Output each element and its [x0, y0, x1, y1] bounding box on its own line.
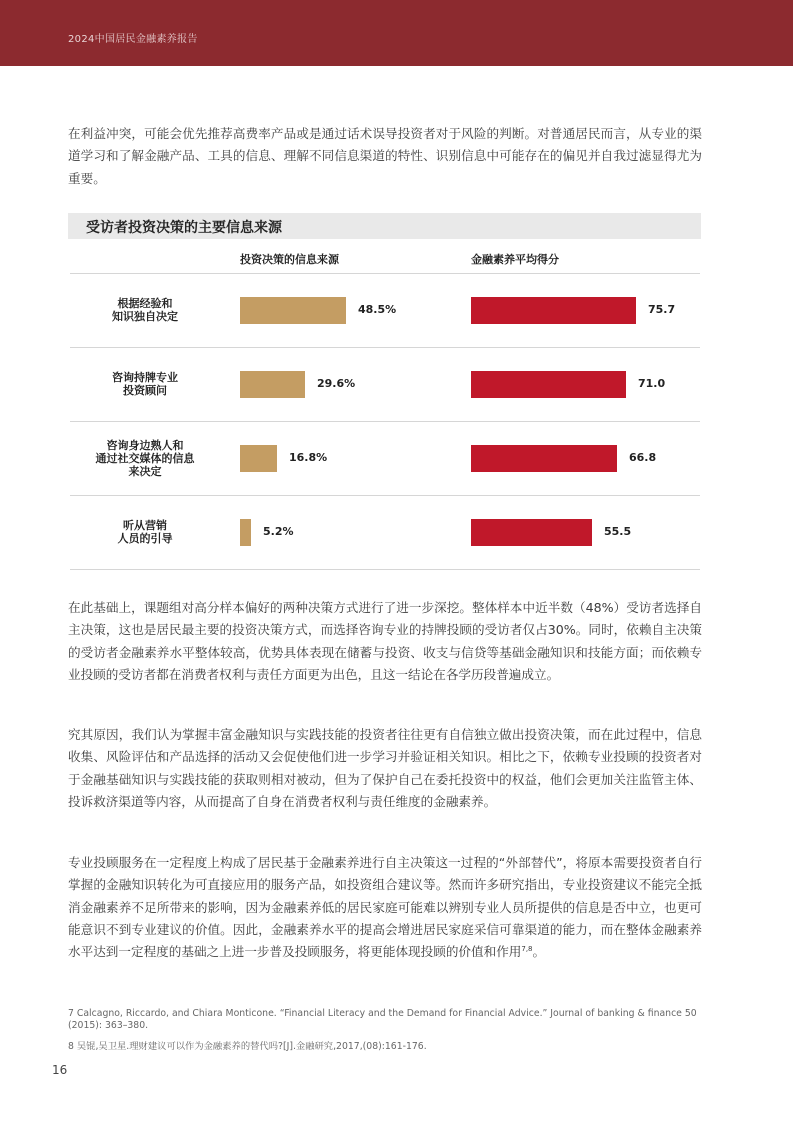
literacy-score-bar	[471, 519, 592, 546]
source-share-bar	[240, 519, 251, 546]
category-label: 咨询持牌专业 投资顾问	[112, 371, 178, 397]
col-head-source: 投资决策的信息来源	[240, 253, 339, 266]
bar-value-label: 48.5%	[358, 303, 397, 316]
chart-divider	[70, 421, 700, 422]
footnote-8: 8 吴锟,吴卫星.理财建议可以作为金融素养的替代吗?[J].金融研究,2017,(08):161-176.	[68, 1041, 427, 1052]
paragraph-2: 在此基础上，课题组对高分样本偏好的两种决策方式进行了进一步深挖。整体样本中近半数（48%）受访者选择自主决策，这也是居民最主要的投资决策方式，而选择咨询专业的持牌投顾的受访者仅占30%。同时，依赖自主决策的受访者金融素养水平整体较高，优势具体表现在储蓄与投资、收支与信贷等基础金融知识和技能方面；而依赖专业投顾的受访者都在消费者权利与责任方面更为出色，且这一结论在各学历段普遍成立。	[68, 600, 702, 682]
source-share-bar	[240, 297, 346, 324]
paragraph-4	[68, 852, 702, 963]
bar-value-label: 71.0	[638, 377, 666, 390]
paragraph-4-text: 专业投顾服务在一定程度上构成了居民基于金融素养进行自主决策这一过程的“外部替代”，将原本需要投资者自行掌握的金融知识转化为可直接应用的服务产品，如投资组合建议等。然而许多研究指出，专业投资建议不能完全抵消金融素养不足所带来的影响，因为金融素养低的居民家庭可能难以辨别专业人员所提供的信息是否中立，也更可能意识不到专业建议的价值。因此，金融素养水平的提高会增进居民家庭采信可靠渠道的能力，而在整体金融素养水平达到一定程度的基础之上进一步普及投顾服务，将更能体现投顾的价值和作用	[68, 855, 702, 960]
chart-divider	[70, 495, 700, 496]
footnote-ref: 7,8	[521, 945, 533, 953]
page-header	[0, 0, 793, 66]
source-share-bar	[240, 445, 277, 472]
chart-divider	[70, 273, 700, 274]
source-share-bar	[240, 371, 305, 398]
paragraph-4-end: 。	[532, 944, 546, 960]
bar-value-label: 16.8%	[289, 451, 328, 464]
chart-divider	[70, 569, 700, 570]
bar-value-label: 29.6%	[317, 377, 356, 390]
bar-value-label: 5.2%	[263, 525, 294, 538]
category-label: 咨询身边熟人和 通过社交媒体的信息 来决定	[95, 438, 195, 478]
bar-value-label: 66.8	[629, 451, 657, 464]
literacy-score-bar	[471, 297, 636, 324]
paragraph-3: 究其原因，我们认为掌握丰富金融知识与实践技能的投资者往往更有自信独立做出投资决策，而在此过程中，信息收集、风险评估和产品选择的活动又会促使他们进一步学习并验证相关知识。相比之下，依赖专业投顾的投资者对于金融基础知识与实践技能的获取则相对被动，但为了保护自己在委托投资中的权益，他们会更加关注监管主体、投诉救济渠道等内容，从而提高了自身在消费者权利与责任维度的金融素养。	[68, 727, 702, 809]
page-number: 16	[52, 1063, 68, 1077]
paragraph-1: 在利益冲突，可能会优先推荐高费率产品或是通过话术误导投资者对于风险的判断。对普通居民而言，从专业的渠道学习和了解金融产品、工具的信息、理解不同信息渠道的特性、识别信息中可能存在的偏见并自我过滤显得尤为重要。	[68, 126, 702, 186]
literacy-score-bar	[471, 445, 617, 472]
category-label: 听从营销 人员的引导	[117, 519, 173, 545]
chart-title: 受访者投资决策的主要信息来源	[86, 220, 282, 236]
header-title: 2024中国居民金融素养报告	[68, 34, 198, 45]
bar-value-label: 55.5	[604, 525, 632, 538]
bar-value-label: 75.7	[648, 303, 676, 316]
literacy-score-bar	[471, 371, 626, 398]
col-head-score: 金融素养平均得分	[471, 253, 559, 266]
chart-title-bar	[68, 213, 701, 239]
footnote-7: 7 Calcagno, Riccardo, and Chiara Monticone. “Financial Literacy and the Demand for Financial Advice.” Journal of banking & finance 50 (2015): 363–380.	[68, 1008, 697, 1031]
chart-divider	[70, 347, 700, 348]
category-label: 根据经验和 知识独自决定	[112, 297, 178, 323]
